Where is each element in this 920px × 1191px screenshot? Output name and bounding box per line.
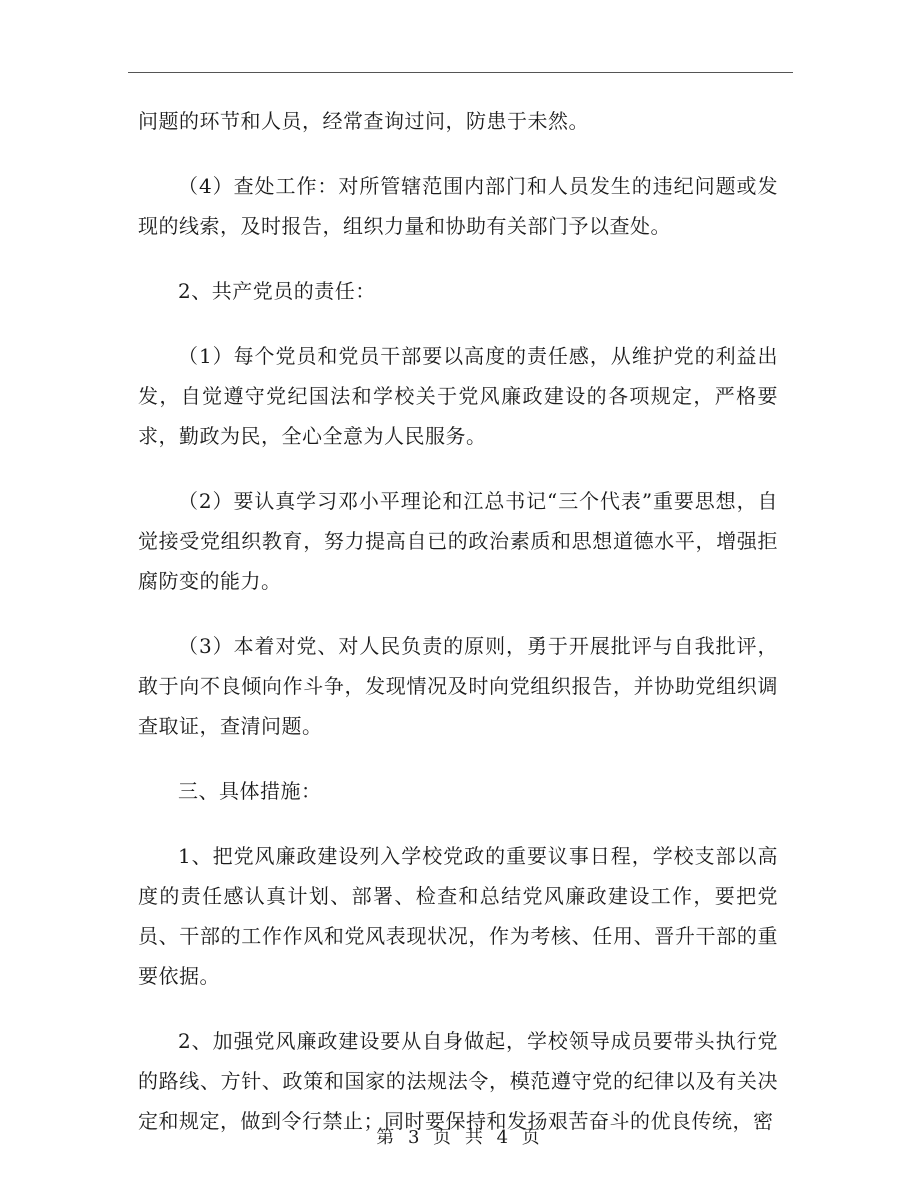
paragraph-7: 三、具体措施： <box>178 779 322 803</box>
header-rule <box>128 72 793 73</box>
paragraph-4: （1）每个党员和党员干部要以高度的责任感，从维护党的利益出发，自觉遵守党纪国法和学校关于党风廉政建设的各项规定，严格要求，勤政为民，全心全意为人民服务。 <box>138 344 778 448</box>
paragraph-9: 2、加强党风廉政建设要从自身做起，学校领导成员要带头执行党的路线、方针、政策和国家的法规法令，模范遵守党的纪律以及有关决定和规定，做到令行禁止；同时要保持和发扬艰苦奋斗的优良传统，密 <box>138 1029 778 1133</box>
paragraph-2: （4）查处工作：对所管辖范围内部门和人员发生的违纪问题或发现的线索，及时报告，组织力量和协助有关部门予以查处。 <box>138 174 778 238</box>
page-number: 第 3 页 共 4 页 <box>376 1127 544 1148</box>
paragraph-3: 2、共产党员的责任： <box>178 279 376 303</box>
paragraph-6: （3）本着对党、对人民负责的原则，勇于开展批评与自我批评，敢于向不良倾向作斗争，发现情况及时向党组织报告，并协助党组织调查取证，查清问题。 <box>138 634 778 738</box>
paragraph-5: （2）要认真学习邓小平理论和江总书记“三个代表”重要思想，自觉接受党组织教育，努力提高自已的政治素质和思想道德水平，增强拒腐防变的能力。 <box>138 489 778 593</box>
paragraph-1: 问题的环节和人员，经常查询过问，防患于未然。 <box>138 109 589 133</box>
paragraph-8: 1、把党风廉政建设列入学校党政的重要议事日程，学校支部以高度的责任感认真计划、部署、检查和总结党风廉政建设工作，要把党员、干部的工作作风和党风表现状况，作为考核、任用、晋升干部的重要依据。 <box>138 844 778 988</box>
document-body <box>138 101 778 1166</box>
